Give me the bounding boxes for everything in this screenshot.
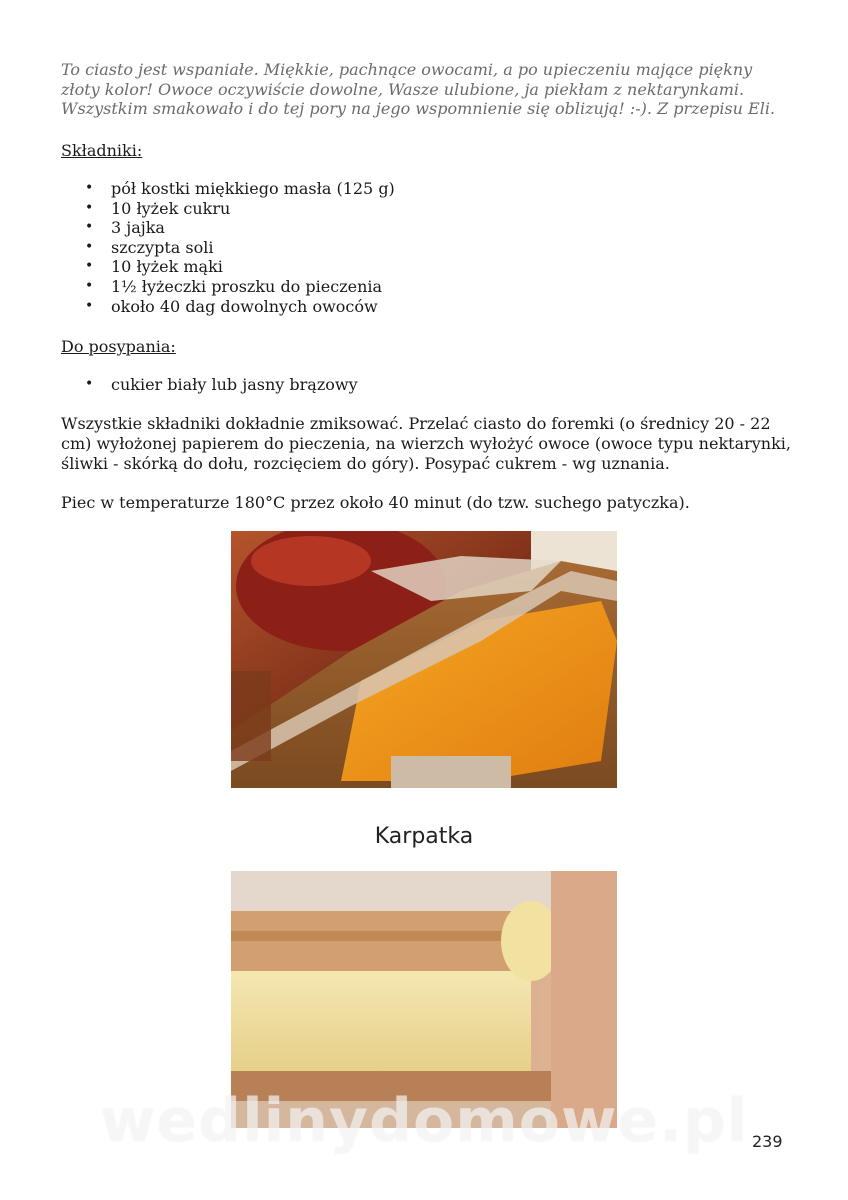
list-item: • 10 łyżek cukru [61,199,395,219]
list-item: • 3 jajka [61,218,395,238]
list-item: • około 40 dag dowolnych owoców [61,297,395,317]
topping-heading: Do posypania: [61,337,176,356]
fruit-cake-photo [231,531,617,788]
recipe-intro: To ciasto jest wspaniałe. Miękkie, pachnące owocami, a po upieczeniu mające piękny złoty kolor! Owoce oczywiście dowolne, Wasze ulubione, ja piekłam z nektarynkami. Wszystkim smakowało i do tej pory na jego wspomnienie się oblizują! :-). Z przepisu Eli. [61,60,776,118]
list-item: • 10 łyżek mąki [61,257,395,277]
recipe-title: Karpatka [374,824,474,849]
list-item: • pół kostki miękkiego masła (125 g) [61,179,395,199]
instructions-paragraph: Wszystkie składniki dokładnie zmiksować. Przelać ciasto do foremki (o średnicy 20 - 22 cm) wyłożonej papierem do pieczenia, na wierzch wyłożyć owoce (owoce typu nektarynki, śliwki - skórką do dołu, rozcięciem do góry). Posypać cukrem - wg uznania. [61,414,791,473]
watermark: wedlinydomowe.pl [100,1086,749,1156]
ingredients-list [61,179,395,316]
topping-list [61,375,358,395]
baking-paragraph: Piec w temperaturze 180°C przez około 40 minut (do tzw. suchego patyczka). [61,493,690,512]
list-item: • szczypta soli [61,238,395,258]
list-item: • 1½ łyżeczki proszku do pieczenia [61,277,395,297]
ingredients-heading: Składniki: [61,141,143,160]
list-item: • cukier biały lub jasny brązowy [61,375,358,395]
page-number: 239 [752,1132,783,1151]
